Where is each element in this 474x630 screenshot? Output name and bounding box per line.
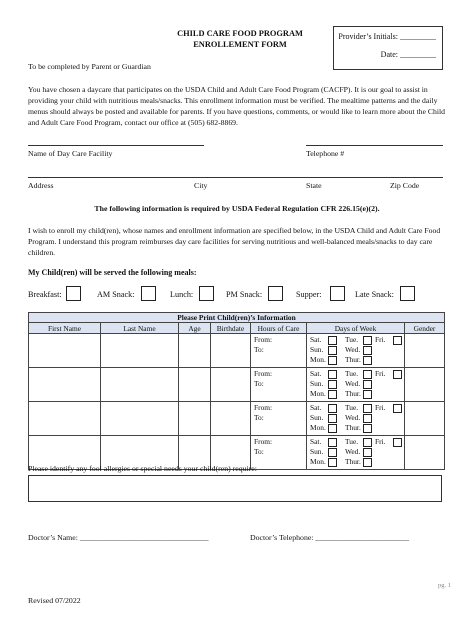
days-of-week-cell <box>307 436 405 470</box>
col-birthdate: Birthdate <box>211 323 251 334</box>
day-checkbox-thur[interactable] <box>363 424 372 433</box>
day-label-fri: Fri. <box>375 335 386 344</box>
day-label-sun: Sun. <box>310 345 324 354</box>
am-snack-label: AM Snack: <box>97 290 135 299</box>
day-label-wed: Wed. <box>345 447 361 456</box>
birthdate-cell[interactable] <box>211 334 251 368</box>
day-checkbox-fri[interactable] <box>393 370 402 379</box>
allergies-input[interactable] <box>28 475 442 502</box>
regulation-paragraph: I wish to enroll my child(ren), whose names and enrollment information are specified below, in the USDA Child and Adult Care Food Program. I understand this program reimburses day care facilities for serving nutritious and well-balanced meals/snacks to day care children. <box>28 226 441 257</box>
day-checkbox-sat[interactable] <box>328 438 337 447</box>
day-label-thur: Thur. <box>345 389 361 398</box>
col-days-of-week: Days of Week <box>307 323 405 334</box>
day-checkbox-fri[interactable] <box>393 438 402 447</box>
to-label: To: <box>254 345 264 354</box>
day-checkbox-fri[interactable] <box>393 404 402 413</box>
day-checkbox-tue[interactable] <box>363 370 372 379</box>
lunch-label: Lunch: <box>170 290 194 299</box>
day-label-sun: Sun. <box>310 447 324 456</box>
page-number: pg. 1 <box>438 582 451 589</box>
day-checkbox-wed[interactable] <box>363 380 372 389</box>
gender-cell[interactable] <box>405 436 445 470</box>
hours-of-care-cell[interactable] <box>251 436 307 470</box>
supper-label: Supper: <box>296 290 322 299</box>
day-label-sun: Sun. <box>310 413 324 422</box>
to-label: To: <box>254 379 264 388</box>
doctor-name-field[interactable]: Doctor’s Name: _________________________________ <box>28 533 209 542</box>
days-of-week-cell <box>307 334 405 368</box>
regulation-heading: The following information is required by USDA Federal Regulation CFR 226.15(e)(2). <box>94 204 380 213</box>
day-label-sat: Sat. <box>310 437 322 446</box>
day-label-thur: Thur. <box>345 457 361 466</box>
day-label-fri: Fri. <box>375 403 386 412</box>
day-checkbox-mon[interactable] <box>328 390 337 399</box>
birthdate-cell[interactable] <box>211 368 251 402</box>
day-checkbox-wed[interactable] <box>363 346 372 355</box>
provider-box <box>333 26 443 70</box>
telephone-line[interactable] <box>306 145 443 146</box>
day-checkbox-thur[interactable] <box>363 390 372 399</box>
day-label-tue: Tue. <box>345 335 359 344</box>
day-label-wed: Wed. <box>345 413 361 422</box>
day-checkbox-thur[interactable] <box>363 458 372 467</box>
form-title: CHILD CARE FOOD PROGRAM <box>177 29 303 38</box>
address-line[interactable] <box>28 177 443 178</box>
allergies-label: Please identify any fool allergies or special needs your child(ren) require: <box>28 464 257 473</box>
day-checkbox-sat[interactable] <box>328 336 337 345</box>
day-label-sat: Sat. <box>310 335 322 344</box>
day-checkbox-tue[interactable] <box>363 438 372 447</box>
telephone-label: Telephone # <box>306 149 345 158</box>
from-label: From: <box>254 369 273 378</box>
age-cell[interactable] <box>179 368 211 402</box>
last-name-cell[interactable] <box>101 368 179 402</box>
meals-heading: My Child(ren) will be served the following meals: <box>28 268 197 277</box>
city-label: City <box>194 181 208 190</box>
first-name-cell[interactable] <box>29 368 101 402</box>
facility-name-label: Name of Day Care Facility <box>28 149 113 158</box>
day-checkbox-tue[interactable] <box>363 336 372 345</box>
lunch-checkbox[interactable] <box>199 286 214 301</box>
day-checkbox-tue[interactable] <box>363 404 372 413</box>
day-label-sun: Sun. <box>310 379 324 388</box>
am-snack-checkbox[interactable] <box>141 286 156 301</box>
age-cell[interactable] <box>179 334 211 368</box>
day-label-fri: Fri. <box>375 437 386 446</box>
address-label: Address <box>28 181 54 190</box>
to-label: To: <box>254 413 264 422</box>
first-name-cell[interactable] <box>29 334 101 368</box>
first-name-cell[interactable] <box>29 402 101 436</box>
col-age: Age <box>179 323 211 334</box>
table-caption: Please Print Child(ren)’s Information <box>29 313 445 323</box>
col-first-name: First Name <box>29 323 101 334</box>
day-label-sat: Sat. <box>310 369 322 378</box>
day-label-thur: Thur. <box>345 355 361 364</box>
age-cell[interactable] <box>179 402 211 436</box>
zip-label: Zip Code <box>390 181 420 190</box>
day-label-mon: Mon. <box>310 355 326 364</box>
from-label: From: <box>254 437 273 446</box>
day-checkbox-wed[interactable] <box>363 448 372 457</box>
gender-cell[interactable] <box>405 402 445 436</box>
day-checkbox-wed[interactable] <box>363 414 372 423</box>
breakfast-checkbox[interactable] <box>66 286 81 301</box>
day-checkbox-mon[interactable] <box>328 458 337 467</box>
birthdate-cell[interactable] <box>211 402 251 436</box>
col-last-name: Last Name <box>101 323 179 334</box>
day-label-sat: Sat. <box>310 403 322 412</box>
to-label: To: <box>254 447 264 456</box>
gender-cell[interactable] <box>405 368 445 402</box>
day-label-wed: Wed. <box>345 345 361 354</box>
last-name-cell[interactable] <box>101 334 179 368</box>
day-label-fri: Fri. <box>375 369 386 378</box>
provider-date-field[interactable]: Date: _________ <box>380 50 436 59</box>
day-label-tue: Tue. <box>345 369 359 378</box>
from-label: From: <box>254 335 273 344</box>
breakfast-label: Breakfast: <box>28 290 62 299</box>
children-table <box>28 312 445 470</box>
doctor-telephone-field[interactable]: Doctor’s Telephone: ________________________ <box>250 533 409 542</box>
col-gender: Gender <box>405 323 445 334</box>
day-checkbox-mon[interactable] <box>328 424 337 433</box>
day-label-thur: Thur. <box>345 423 361 432</box>
pm-snack-checkbox[interactable] <box>268 286 283 301</box>
late-snack-label: Late Snack: <box>355 290 394 299</box>
hours-of-care-cell[interactable] <box>251 334 307 368</box>
day-checkbox-thur[interactable] <box>363 356 372 365</box>
from-label: From: <box>254 403 273 412</box>
day-checkbox-mon[interactable] <box>328 356 337 365</box>
days-of-week-cell <box>307 368 405 402</box>
child-row <box>29 402 445 436</box>
day-checkbox-sat[interactable] <box>328 370 337 379</box>
day-label-mon: Mon. <box>310 423 326 432</box>
child-row <box>29 334 445 368</box>
day-label-tue: Tue. <box>345 437 359 446</box>
hours-of-care-cell[interactable] <box>251 368 307 402</box>
day-checkbox-sun[interactable] <box>328 448 337 457</box>
completed-by-note: To be completed by Parent or Guardian <box>28 62 151 71</box>
revised-date: Revised 07/2022 <box>28 596 81 605</box>
form-subtitle: ENROLLEMENT FORM <box>193 40 287 49</box>
days-of-week-cell <box>307 402 405 436</box>
day-label-wed: Wed. <box>345 379 361 388</box>
day-checkbox-fri[interactable] <box>393 336 402 345</box>
facility-name-line[interactable] <box>28 145 204 146</box>
day-checkbox-sat[interactable] <box>328 404 337 413</box>
supper-checkbox[interactable] <box>330 286 345 301</box>
gender-cell[interactable] <box>405 334 445 368</box>
child-row <box>29 368 445 402</box>
day-label-mon: Mon. <box>310 457 326 466</box>
last-name-cell[interactable] <box>101 402 179 436</box>
pm-snack-label: PM Snack: <box>226 290 263 299</box>
day-label-tue: Tue. <box>345 403 359 412</box>
day-checkbox-sun[interactable] <box>328 346 337 355</box>
day-checkbox-sun[interactable] <box>328 380 337 389</box>
late-snack-checkbox[interactable] <box>400 286 415 301</box>
state-label: State <box>306 181 322 190</box>
providers-initials-field[interactable]: Provider’s Initials: _________ <box>338 32 436 41</box>
day-checkbox-sun[interactable] <box>328 414 337 423</box>
intro-paragraph: You have chosen a daycare that participates on the USDA Child and Adult Care Food Program (CACFP). It is our goal to assist in providing your child with nutritious meals/snacks. This enrollment information must be verified. The mealtime patterns and the daily menus should always be posted and available for parents. If you have questions, comments, or would like to learn more about the Child and Adult Care Food Program, contact our office at (505) 682-8869. <box>28 85 445 127</box>
day-label-mon: Mon. <box>310 389 326 398</box>
hours-of-care-cell[interactable] <box>251 402 307 436</box>
col-hours-of-care: Hours of Care <box>251 323 307 334</box>
